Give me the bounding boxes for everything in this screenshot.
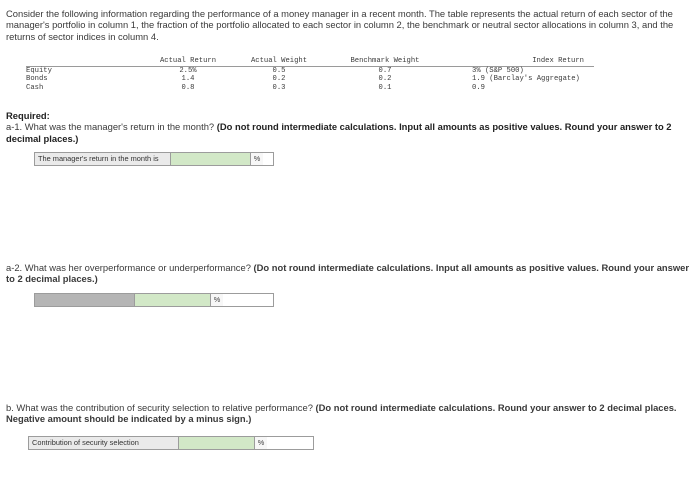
table-row <box>26 75 594 84</box>
a2-answer-input[interactable] <box>135 294 211 306</box>
b-question: b. What was the contribution of security selection to relative performance? <box>6 402 313 413</box>
cell-actual-return: 2.5% <box>179 66 197 75</box>
a1-answer-row <box>34 152 274 166</box>
a2-question: a-2. What was her overperformance or underperformance? <box>6 262 251 273</box>
b-answer-tail <box>267 437 313 449</box>
row-label: Cash <box>26 83 44 92</box>
cell-actual-return: 0.8 <box>181 83 195 92</box>
cell-benchmark-weight: 0.1 <box>378 83 392 92</box>
cell-actual-weight: 0.3 <box>272 83 286 92</box>
b-instruction: (Do not round intermediate calculations. Round your answer to 2 decimal places. Negative amount should be indicated by a minus sign.) <box>6 402 677 425</box>
b-answer-row <box>28 436 314 450</box>
cell-actual-weight: 0.5 <box>272 66 286 75</box>
cell-benchmark-weight: 0.7 <box>378 66 392 75</box>
performance-table <box>26 57 594 92</box>
required-section <box>6 110 696 144</box>
a1-answer-tail <box>263 153 273 165</box>
a1-answer-input[interactable] <box>171 153 251 165</box>
header-actual-weight: Actual Weight <box>232 57 326 66</box>
header-benchmark-weight: Benchmark Weight <box>326 57 444 66</box>
cell-index-return: 3% (S&P 500) <box>472 66 524 75</box>
table-header-blank <box>26 57 144 66</box>
table-row <box>26 84 594 93</box>
b-answer-input[interactable] <box>179 437 255 449</box>
cell-actual-weight: 0.2 <box>272 75 286 83</box>
a2-section <box>6 262 696 285</box>
table-row <box>26 66 594 75</box>
row-label: Bonds <box>26 75 48 83</box>
header-actual-return: Actual Return <box>144 57 232 66</box>
a1-answer-label: The manager's return in the month is <box>35 153 171 165</box>
cell-index-return: 1.9 (Barclay's Aggregate) <box>472 75 580 83</box>
a2-answer-row <box>34 293 274 307</box>
a1-instruction: (Do not round intermediate calculations. Input all amounts as positive values. Round your answer to 2 decimal places.) <box>6 121 672 144</box>
b-answer-label: Contribution of security selection <box>29 437 179 449</box>
cell-benchmark-weight: 0.2 <box>378 75 392 83</box>
required-title: Required: <box>6 110 50 121</box>
a1-percent-unit: % <box>251 153 263 165</box>
row-label: Equity <box>26 66 52 75</box>
a2-answer-tail <box>223 294 273 306</box>
cell-actual-return: 1.4 <box>181 75 195 83</box>
a2-instruction: (Do not round intermediate calculations. Input all amounts as positive values. Round your answer to 2 decimal places.) <box>6 262 690 285</box>
a1-question: a-1. What was the manager's return in the month? <box>6 121 215 133</box>
b-section <box>6 402 696 425</box>
problem-intro: Consider the following information regarding the performance of a money manager in a recent month. The table represents the actual return of each sector of the manager's portfolio in column 1, the fraction of the portfolio allocated to each sector in column 2, the benchmark or neutral sector allocations in column 3, and the returns of sector indices in column 4. <box>6 8 674 42</box>
cell-index-return: 0.9 <box>472 83 485 92</box>
table-header-row <box>26 57 594 66</box>
b-percent-unit: % <box>255 437 267 449</box>
a2-percent-unit: % <box>211 294 223 306</box>
a2-answer-label-cell <box>35 294 135 306</box>
header-index-return: Index Return <box>444 57 594 66</box>
